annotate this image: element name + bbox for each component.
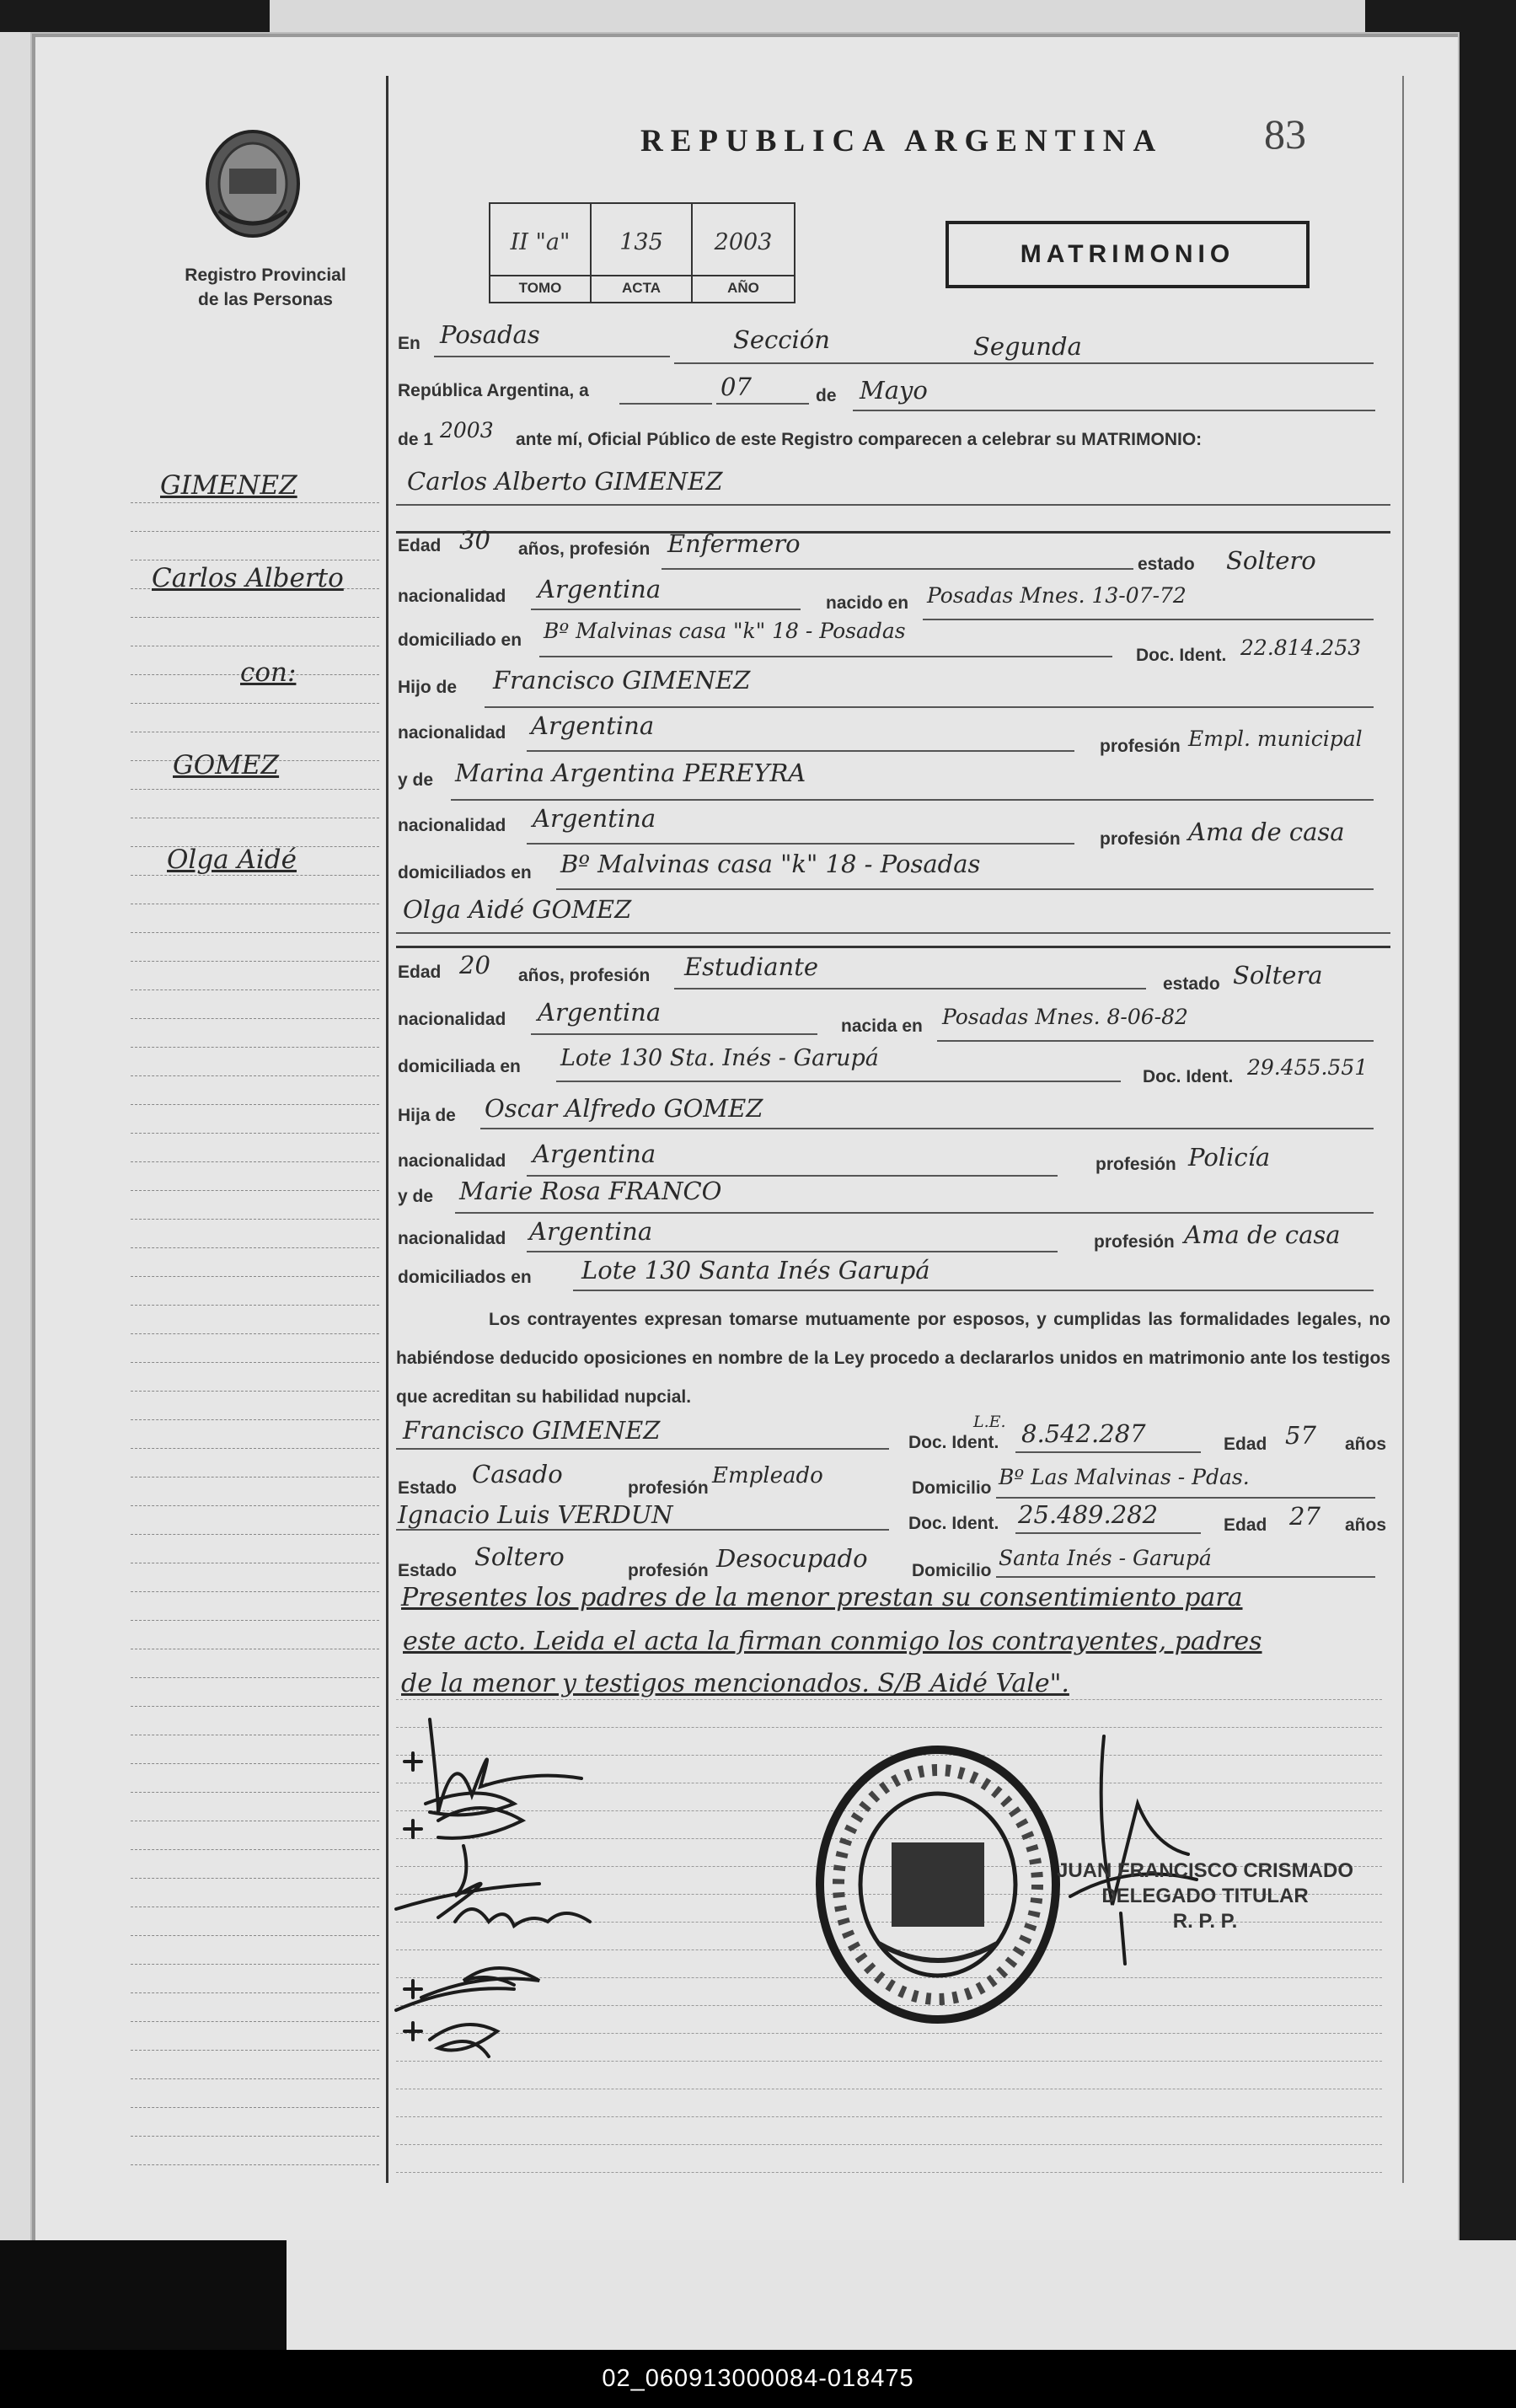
bride-separator [396,946,1390,948]
bride-birth-line [937,1040,1374,1042]
ruled-line [131,1964,379,1965]
groom-doc: 22.814.253 [1240,636,1362,660]
official-office: R. P. P. [1172,1910,1238,1933]
official-title: DELEGADO TITULAR [1101,1885,1309,1907]
provincial-seal-icon [202,126,303,244]
declaration-text: Los contrayentes expresan tomarse mutuamente por esposos, y cumplidas las formalidades legales, no habiéndose deducido oposiciones en nombre de la Ley procedo a declararlos unidos en matrimonio ante los testigos que acreditan su habilidad nupcial. [396,1310,1390,1407]
groom-address-line [539,656,1112,657]
bride-birth: Posadas Mnes. 8-06-82 [942,1005,1188,1029]
witness1-dom-label: Domicilio [912,1478,992,1498]
bride-nationality: Argentina [538,998,662,1027]
witness1-address-line [996,1497,1375,1499]
witness1-name: Francisco GIMENEZ [403,1416,661,1445]
groom-yde-label: y de [398,770,434,790]
ruled-line [131,1419,379,1420]
groom-nac-line [531,609,801,610]
bride-mother-nat: Argentina [529,1217,653,1246]
ruled-line [131,1104,379,1105]
ruled-line [131,1391,379,1392]
margin-surname-1: GIMENEZ [160,470,297,501]
bride-prof-line [674,988,1146,989]
groom-mother-line [451,799,1374,801]
ruled-line [131,1505,379,1506]
bride-mother-nat-line [527,1251,1058,1252]
groom-father-nat: Argentina [531,711,655,740]
registry-name [152,263,379,312]
note-line-3: de la menor y testigos mencionados. S/B Aidé Vale". [401,1669,1069,1698]
groom-mother-nat-line [527,843,1074,845]
right-margin-line [1402,76,1404,2183]
scan-shadow [0,2240,287,2350]
image-caption: 02_060913000084-018475 [602,2365,914,2392]
groom-birth-line [923,619,1374,620]
groom-nac-label: nacionalidad [398,587,506,606]
bride-parents-address: Lote 130 Santa Inés Garupá [581,1256,930,1284]
groom-doc-label: Doc. Ident. [1136,646,1227,665]
ante-text: ante mí, Oficial Público de este Registro comparecen a celebrar su MATRIMONIO: [516,430,1203,449]
groom-father-nat-line [527,750,1074,752]
ruled-line [131,1935,379,1936]
witness1-doc-label: Doc. Ident. [908,1433,999,1452]
bride-age: 20 [459,951,490,979]
ruled-line [131,1677,379,1678]
ruled-line [131,789,379,790]
groom-birth: Posadas Mnes. 13-07-72 [927,583,1187,608]
witness1-anos-label: años [1345,1435,1387,1454]
ruled-line [131,703,379,704]
groom-mother-nat-label: nacionalidad [398,816,506,835]
groom-separator [396,531,1390,534]
bride-father-nat-label: nacionalidad [398,1151,506,1171]
seccion-value: Sección [733,325,830,354]
ruled-line [131,1219,379,1220]
groom-father-nat-label: nacionalidad [398,723,506,743]
ruled-line [131,875,379,876]
year-value: 2003 [440,418,494,442]
ruled-line [131,1333,379,1334]
groom-parents-address-line [556,888,1374,890]
witness1-address: Bº Las Malvinas - Pdas. [999,1465,1250,1489]
ruled-line [131,1075,379,1076]
act-type-box: MATRIMONIO [945,221,1310,288]
bride-profession: Estudiante [684,952,819,981]
folio-number: 83 [1264,110,1306,158]
bride-prof-label: años, profesión [518,966,651,985]
ruled-line [131,1276,379,1277]
acta-cell [592,204,693,302]
witness2-prof-label: profesión [628,1561,709,1580]
bride-edad-label: Edad [398,963,442,982]
ruled-line [131,1362,379,1363]
bride-nac-label: nacionalidad [398,1010,506,1029]
ruled-line [131,1477,379,1478]
record-number-box [489,202,795,303]
margin-names-1: Carlos Alberto [152,563,344,593]
witness2-profession: Desocupado [716,1544,868,1573]
witness1-profession: Empleado [712,1463,823,1488]
day-line [716,403,809,405]
tomo-value: II "a" [510,229,571,255]
acta-value: 135 [619,229,663,255]
groom-nationality: Argentina [538,575,662,603]
witness1-estado: Casado [472,1460,563,1488]
groom-mother-prof: Ama de casa [1188,818,1345,846]
bride-estado-label: estado [1163,974,1220,994]
groom-prof-label: años, profesión [518,539,651,559]
anio-label: AÑO [693,275,794,297]
groom-hijo-label: Hijo de [398,678,458,697]
witness1-name-line [396,1448,889,1450]
witness2-edad-label: Edad [1224,1515,1267,1535]
ruled-line [131,932,379,933]
witness2-estado-label: Estado [398,1561,458,1580]
official-name: JUAN FRANCISCO CRISMADO [1056,1859,1353,1882]
bride-name: Olga Aidé GOMEZ [403,895,632,924]
margin-surname-2: GOMEZ [173,750,280,780]
anio-cell [693,204,794,302]
groom-estado-label: estado [1138,555,1195,574]
witness2-name: Ignacio Luis VERDUN [398,1500,673,1529]
bride-mother-nat-label: nacionalidad [398,1229,506,1248]
groom-dom-label: domiciliado en [398,630,522,650]
tomo-label: TOMO [490,275,590,297]
witness1-estado-label: Estado [398,1478,458,1498]
en-label: En [398,334,421,353]
place-line [434,356,670,357]
ruled-line [396,2144,1382,2145]
witness2-name-line [396,1529,889,1531]
bride-address: Lote 130 Sta. Inés - Garupá [560,1045,879,1071]
ruled-line [131,2164,379,2165]
witness1-doc-prefix: L.E. [973,1413,1006,1431]
bride-parents-dom-label: domiciliados en [398,1268,532,1287]
witness1-doc-line [1015,1451,1201,1453]
ruled-line [131,1992,379,1993]
scan-background [287,2240,1516,2350]
witness2-estado: Soltero [474,1542,565,1571]
bride-mother: Marie Rosa FRANCO [459,1177,722,1205]
acta-label: ACTA [592,275,691,297]
de-label: de [816,386,837,405]
official-name-block [1053,1858,1357,1934]
margin-names-2: Olga Aidé [167,845,297,875]
note-line-1: Presentes los padres de la menor prestan su consentimiento para [401,1583,1243,1612]
ruled-line [131,1534,379,1535]
groom-address: Bº Malvinas casa "k" 18 - Posadas [544,619,906,643]
ruled-line [131,1849,379,1850]
ruled-line [396,2116,1382,2117]
month-value: Mayo [860,376,928,405]
seccion-line [674,362,1374,364]
registry-line-2: de las Personas [198,290,333,309]
bride-mother-prof-label: profesión [1094,1232,1175,1252]
bride-address-line [556,1081,1121,1082]
groom-father-prof-label: profesión [1100,737,1181,756]
bride-estado: Soltera [1233,961,1323,989]
groom-prof-line [662,568,1133,570]
signatures-icon [379,1694,632,2082]
groom-mother-prof-label: profesión [1100,829,1181,849]
ruled-line [131,1448,379,1449]
bride-yde-label: y de [398,1187,434,1206]
witness2-doc-line [1015,1532,1201,1534]
ruled-line [131,1247,379,1248]
witness2-address: Santa Inés - Garupá [999,1546,1212,1570]
republica-label: República Argentina, a [398,381,589,400]
ruled-line [131,617,379,618]
witness1-doc: 8.542.287 [1021,1419,1146,1448]
bride-dom-label: domiciliada en [398,1057,521,1076]
bride-name-line [396,932,1390,934]
official-stamp-icon [812,1741,1064,2028]
note-line-2: este acto. Leida el acta la firman conmigo los contrayentes, padres [403,1627,1262,1656]
day-value: 07 [721,373,752,401]
ruled-line [131,2136,379,2137]
top-page-strip [270,0,1365,32]
ruled-line [131,1047,379,1048]
bride-doc-label: Doc. Ident. [1143,1067,1234,1086]
ruled-line [131,961,379,962]
ruled-line [131,1792,379,1793]
official-signature-icon [1053,1719,1205,1972]
seccion-number: Segunda [973,332,1082,361]
country-title: REPUBLICA ARGENTINA [640,124,1164,158]
groom-parents-address: Bº Malvinas casa "k" 18 - Posadas [560,850,981,878]
year-prefix: de 1 [398,430,434,449]
ruled-line [131,1591,379,1592]
ruled-line [131,531,379,532]
margin-con: con: [240,657,297,688]
ruled-line [131,1133,379,1134]
groom-father: Francisco GIMENEZ [493,666,751,695]
bride-parents-address-line [573,1290,1374,1291]
bride-mother-line [455,1212,1374,1214]
ruled-line [131,1878,379,1879]
ruled-line [131,1161,379,1162]
witness1-prof-label: profesión [628,1478,709,1498]
bride-father-prof-label: profesión [1095,1155,1176,1174]
witness2-doc-label: Doc. Ident. [908,1514,999,1533]
ruled-line [131,1763,379,1764]
groom-profession: Enfermero [667,529,801,558]
groom-name: Carlos Alberto GIMENEZ [407,467,723,496]
ruled-line [131,502,379,503]
witness2-address-line [996,1576,1375,1578]
ruled-line [131,1018,379,1019]
witness2-doc: 25.489.282 [1018,1500,1159,1529]
bride-father-prof: Policía [1188,1143,1271,1172]
ruled-line [131,2021,379,2022]
ruled-line [131,1620,379,1621]
bride-father: Oscar Alfredo GOMEZ [485,1094,763,1123]
groom-father-line [485,706,1374,708]
ruled-line [131,989,379,990]
groom-mother: Marina Argentina PEREYRA [455,759,806,787]
groom-parents-dom-label: domiciliados en [398,863,532,882]
bride-mother-prof: Ama de casa [1184,1220,1341,1249]
groom-mother-nat: Argentina [533,804,656,833]
groom-edad-label: Edad [398,536,442,555]
bride-nac-line [531,1033,817,1035]
ruled-line [131,1190,379,1191]
groom-name-line [396,504,1390,506]
groom-nacido-label: nacido en [826,593,909,613]
anio-value: 2003 [714,229,773,255]
bride-hija-label: Hija de [398,1106,456,1125]
witness1-edad-label: Edad [1224,1435,1267,1454]
ruled-line [131,2050,379,2051]
tomo-cell [490,204,592,302]
bride-doc: 29.455.551 [1247,1055,1369,1080]
witness2-dom-label: Domicilio [912,1561,992,1580]
day-line-pre [619,403,712,405]
witness2-age: 27 [1289,1502,1320,1531]
bride-father-line [480,1128,1374,1129]
ruled-line [396,2172,1382,2173]
bride-nacida-label: nacida en [841,1016,923,1036]
ruled-line [131,1706,379,1707]
ruled-line [131,2078,379,2079]
month-line [853,410,1375,411]
groom-estado: Soltero [1226,546,1316,575]
ruled-line [131,1305,379,1306]
witness2-anos-label: años [1345,1515,1387,1535]
groom-age: 30 [459,526,490,555]
place-value: Posadas [440,320,540,349]
ruled-line [131,2107,379,2108]
witness1-age: 57 [1285,1421,1316,1450]
groom-father-prof: Empl. municipal [1188,727,1363,751]
registry-line-1: Registro Provincial [185,265,346,285]
bride-father-nat: Argentina [533,1140,656,1168]
